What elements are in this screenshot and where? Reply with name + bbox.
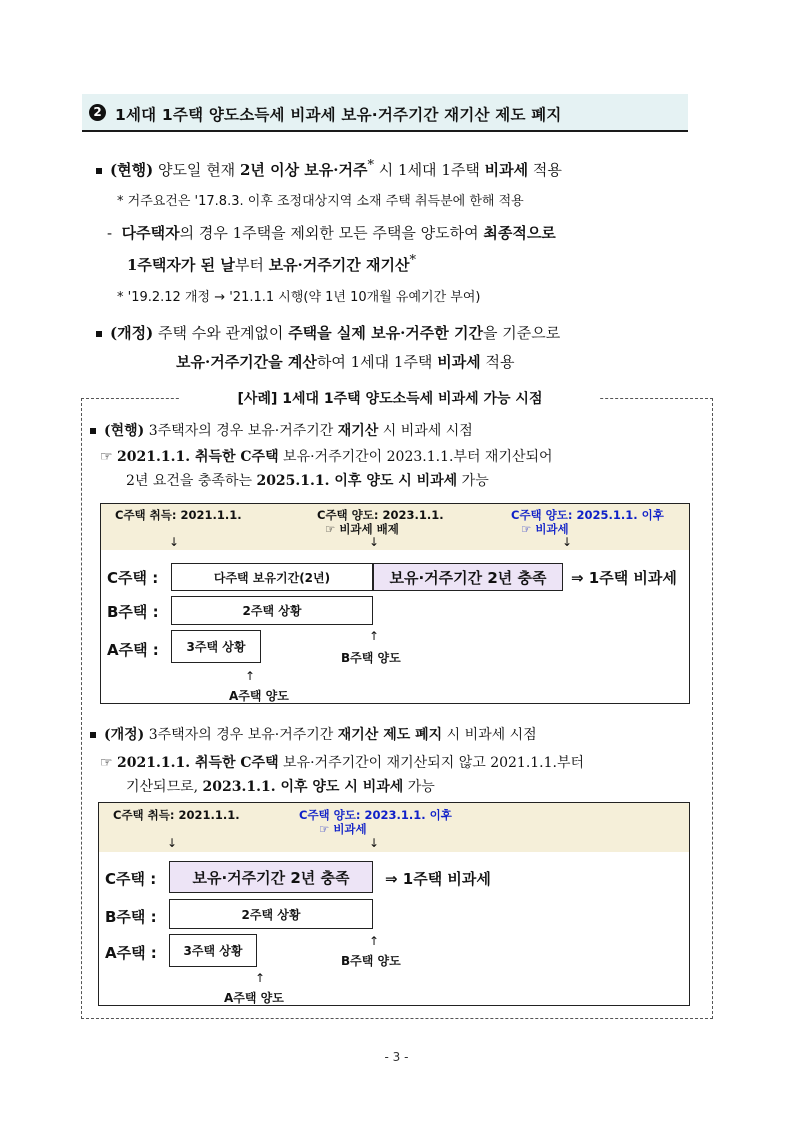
case-current-line: (현행) 3주택자의 경우 보유·거주기간 재기산 시 비과세 시점 [90,420,473,440]
row-label-c: C주택 : [107,569,159,587]
result-single-home-exempt: ⇒ 1주택 비과세 [571,569,677,587]
arrow-up-icon: ↑ [255,971,266,985]
arrow-up-icon: ↑ [369,629,380,643]
current-timeline-diagram: C주택 취득: 2021.1.1. C주택 양도: 2023.1.1. ☞ 비과세 배제 C주택 양도: 2025.1.1. 이후 ☞ 비과세 ↓ ↓ ↓ C주택 : 다주택 보유기간(2년) 보유·거주기간 2년 충족 ⇒ 1주택 비과세 B주택 : 2주택 상황 A주택 : 3주택 상황 ↑ B주택 양도 ↑ A주택 양도 [100,503,690,704]
case-revised-line: (개정) 3주택자의 경우 보유·거주기간 재기산 제도 폐지 시 비과세 시점 [90,724,537,744]
result-single-home-exempt: ⇒ 1주택 비과세 [385,870,491,888]
square-bullet-icon [90,428,96,434]
cell-three-homes: 3주택 상황 [171,630,261,663]
row-label-a: A주택 : [107,641,159,659]
revised-rule-line-2: 보유·거주기간을 계산하여 1세대 1주택 비과세 적용 [176,353,515,371]
heading-title: 1세대 1주택 양도소득세 비과세 보유·거주기간 재기산 제도 폐지 [115,106,562,124]
row-label-b: B주택 : [107,603,159,621]
arrow-down-icon: ↓ [562,535,573,549]
case-current-sub-1: ☞ 2021.1.1. 취득한 C주택 보유·거주기간이 2023.1.1.부터 재기산되어 [100,449,553,465]
revised-timeline-diagram: C주택 취득: 2021.1.1. C주택 양도: 2023.1.1. 이후 ☞ 비과세 ↓ ↓ C주택 : 보유·거주기간 2년 충족 ⇒ 1주택 비과세 B주택 : 2주택 상황 A주택 : 3주택 상황 ↑ B주택 양도 ↑ A주택 양도 [98,802,690,1006]
arrow-down-icon: ↓ [167,836,178,850]
cell-multi-holding: 다주택 보유기간(2년) [171,563,373,591]
footnote-effective-date: * '19.2.12 개정 → '21.1.1 시행(약 1년 10개월 유예기간 부여) [117,290,481,305]
current-rule-line: (현행) 양도일 현재 2년 이상 보유·거주* 시 1세대 1주택 비과세 적용 [96,158,562,180]
arrow-down-icon: ↓ [369,836,380,850]
square-bullet-icon [90,732,96,738]
footnote-residence: * 거주요건은 '17.8.3. 이후 조정대상지역 소재 주택 취득분에 한해 적용 [117,194,524,209]
square-bullet-icon [96,168,102,174]
row-label-b: B주택 : [105,908,157,926]
a-sale-note: A주택 양도 [229,689,289,703]
current-label: (현행) [110,161,154,179]
cell-two-homes: 2주택 상황 [169,899,373,929]
row-label-c: C주택 : [105,870,157,888]
heading-number-badge: 2 [89,104,106,121]
row-label-a: A주택 : [105,944,157,962]
case-current-sub-2: 2년 요건을 충족하는 2025.1.1. 이후 양도 시 비과세 가능 [126,473,489,489]
revised-rule-line-1: (개정) 주택 수와 관계없이 주택을 실제 보유·거주한 기간을 기준으로 [96,322,560,343]
cell-two-homes: 2주택 상황 [171,596,373,625]
pointing-hand-icon: ☞ [100,755,113,771]
section-heading [82,94,688,132]
b-sale-note: B주택 양도 [341,954,401,968]
revised-label: (개정) [110,324,154,342]
square-bullet-icon [96,331,102,337]
case-title: [사례] 1세대 1주택 양도소득세 비과세 가능 시점 [180,388,600,408]
b-sale-note: B주택 양도 [341,651,401,665]
multi-owner-line-1: - 다주택자의 경우 1주택을 제외한 모든 주택을 양도하여 최종적으로 [107,224,556,242]
multi-owner-line-2: 1주택자가 된 날부터 보유·거주기간 재기산* [127,253,416,274]
case-revised-sub-1: ☞ 2021.1.1. 취득한 C주택 보유·거주기간이 재기산되지 않고 2021.1.1.부터 [100,755,585,771]
cell-holding-satisfied: 보유·거주기간 2년 충족 [373,563,563,591]
arrow-up-icon: ↑ [245,669,256,683]
arrow-up-icon: ↑ [369,934,380,948]
page-number: - 3 - [384,1050,409,1064]
pointing-hand-icon: ☞ [100,449,113,465]
arrow-down-icon: ↓ [369,535,380,549]
arrow-down-icon: ↓ [169,535,180,549]
a-sale-note: A주택 양도 [224,991,284,1005]
cell-three-homes: 3주택 상황 [169,934,257,967]
case-revised-sub-2: 기산되므로, 2023.1.1. 이후 양도 시 비과세 가능 [126,779,435,795]
cell-holding-satisfied: 보유·거주기간 2년 충족 [169,861,373,893]
